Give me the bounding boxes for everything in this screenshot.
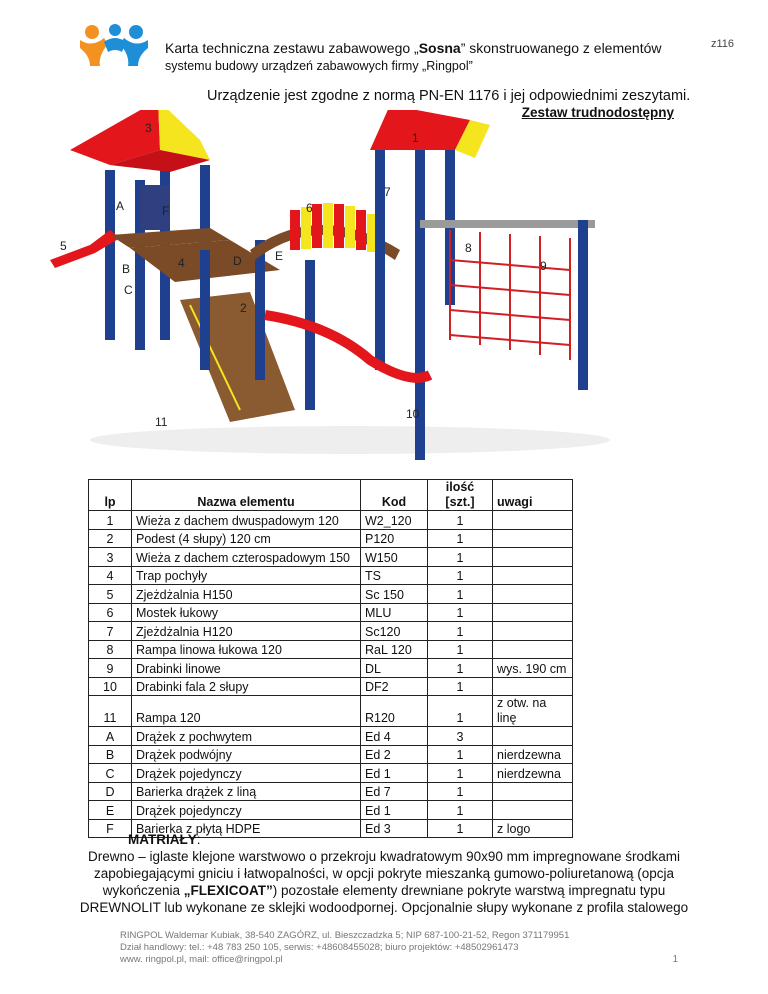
row-qty: 1 [428, 603, 493, 622]
row-name: Drabinki linowe [132, 659, 361, 678]
row-note: z otw. na linę [493, 696, 573, 727]
table-row [89, 622, 573, 641]
callout-3: 3 [145, 121, 152, 135]
row-kod: Sc 150 [361, 585, 428, 604]
row-qty: 1 [428, 801, 493, 820]
callout-A: A [116, 199, 125, 213]
row-kod: W2_120 [361, 511, 428, 530]
table-row [89, 603, 573, 622]
row-qty: 1 [428, 782, 493, 801]
row-kod: Ed 3 [361, 819, 428, 838]
callout-C: C [124, 283, 133, 297]
row-qty: 1 [428, 640, 493, 659]
company-footer [120, 930, 569, 966]
row-name: Wieża z dachem czterospadowym 150 [132, 548, 361, 567]
row-lp: 11 [89, 696, 132, 727]
row-note [493, 782, 573, 801]
row-note [493, 529, 573, 548]
row-lp: E [89, 801, 132, 820]
header-name: Nazwa elementu [132, 480, 361, 511]
row-note [493, 677, 573, 696]
table-row [89, 548, 573, 567]
callout-5: 5 [60, 239, 67, 253]
header-qty: ilość [szt.] [428, 480, 493, 511]
table-row [89, 659, 573, 678]
callout-10: 10 [406, 407, 420, 421]
row-lp: C [89, 764, 132, 783]
row-kod: Ed 1 [361, 801, 428, 820]
row-name: Drabinki fala 2 słupy [132, 677, 361, 696]
table-row [89, 782, 573, 801]
row-lp: 1 [89, 511, 132, 530]
row-qty: 1 [428, 659, 493, 678]
table-row [89, 745, 573, 764]
row-lp: D [89, 782, 132, 801]
row-lp: 7 [89, 622, 132, 641]
row-kod: Sc120 [361, 622, 428, 641]
row-lp: B [89, 745, 132, 764]
row-name: Barierka z płytą HDPE [132, 819, 361, 838]
product-name: Sosna [418, 40, 461, 56]
row-qty: 1 [428, 696, 493, 727]
row-name: Drążek pojedynczy [132, 801, 361, 820]
table-row [89, 727, 573, 746]
row-name: Zjeżdżalnia H150 [132, 585, 361, 604]
row-qty: 1 [428, 566, 493, 585]
row-kod: R120 [361, 696, 428, 727]
callout-9: 9 [540, 259, 547, 273]
row-note [493, 566, 573, 585]
row-lp: 9 [89, 659, 132, 678]
table-row [89, 696, 573, 727]
row-note [493, 603, 573, 622]
row-name: Mostek łukowy [132, 603, 361, 622]
title-line-1: Karta techniczna zestawu zabawowego „Sosna” skonstruowanego z elementów [165, 40, 662, 56]
table-row [89, 529, 573, 548]
footer-address: RINGPOL Waldemar Kubiak, 38-540 ZAGÓRZ, ul. Bieszczadzka 5; NIP 687-100-21-52, Regon 371179951 [120, 930, 570, 941]
table-row [89, 677, 573, 696]
header-kod: Kod [361, 480, 428, 511]
materials-heading: MATRIAŁY: [128, 832, 201, 847]
row-lp: 3 [89, 548, 132, 567]
row-note [493, 622, 573, 641]
row-kod: MLU [361, 603, 428, 622]
product-code: z116 [710, 38, 734, 50]
page-number: 1 [672, 954, 678, 965]
callout-6: 6 [306, 201, 313, 215]
row-qty: 1 [428, 745, 493, 764]
row-qty: 1 [428, 677, 493, 696]
footer-phones: Dział handlowy: tel.: +48 783 250 105, serwis: +48608455028; biuro projektów: +48502961473 [120, 942, 519, 953]
row-name: Wieża z dachem dwuspadowym 120 [132, 511, 361, 530]
parts-table-body [89, 511, 573, 838]
row-qty: 1 [428, 548, 493, 567]
row-note [493, 585, 573, 604]
row-lp: A [89, 727, 132, 746]
row-note [493, 511, 573, 530]
row-name: Drążek podwójny [132, 745, 361, 764]
table-row [89, 764, 573, 783]
playground-illustration [50, 110, 650, 470]
callout-4: 4 [178, 256, 185, 270]
row-qty: 1 [428, 529, 493, 548]
callout-2: 2 [240, 301, 247, 315]
row-name: Drążek pojedynczy [132, 764, 361, 783]
row-name: Rampa 120 [132, 696, 361, 727]
row-note: z logo [493, 819, 573, 838]
row-name: Barierka drążek z liną [132, 782, 361, 801]
row-kod: P120 [361, 529, 428, 548]
callout-11: 11 [155, 415, 168, 429]
row-kod: Ed 2 [361, 745, 428, 764]
row-note: wys. 190 cm [493, 659, 573, 678]
row-kod: DL [361, 659, 428, 678]
callout-8: 8 [465, 241, 472, 255]
callout-B: B [122, 262, 131, 276]
row-qty: 3 [428, 727, 493, 746]
row-qty: 1 [428, 622, 493, 641]
table-row [89, 640, 573, 659]
norm-statement: Urządzenie jest zgodne z normą PN-EN 1176 i jej odpowiednimi zeszytami. [207, 88, 691, 104]
accessibility-label: Zestaw trudnodostępny [521, 105, 674, 120]
footer-contact: www. ringpol.pl, mail: office@ringpol.pl [120, 954, 283, 965]
row-lp: 2 [89, 529, 132, 548]
row-lp: 4 [89, 566, 132, 585]
callout-F: F [162, 204, 170, 218]
row-qty: 1 [428, 585, 493, 604]
row-lp: F [89, 819, 132, 838]
row-note [493, 640, 573, 659]
row-kod: RaL 120 [361, 640, 428, 659]
ringpol-logo [78, 22, 150, 68]
row-lp: 8 [89, 640, 132, 659]
row-kod: DF2 [361, 677, 428, 696]
materials-text: Drewno – iglaste klejone warstwowo o przekroju kwadratowym 90x90 mm impregnowane środkami zapobiegającymi gniciu i łatwopalności, w opcji pokryte mieszanką gumowo-poliuretanową (opcja wykończenia „FLEXICOAT”) pozostałe elementy drewniane pokryte warstwą impregnatu typu DREWNOLIT lub wykonane ze sklejki wodoodpornej. Opcjonalnie słupy wykonane z profila stalowego [79, 849, 689, 915]
title-line-2: systemu budowy urządzeń zabawowych firmy „Ringpol” [165, 59, 473, 73]
row-note [493, 727, 573, 746]
row-qty: 1 [428, 764, 493, 783]
row-name: Zjeżdżalnia H120 [132, 622, 361, 641]
row-name: Rampa linowa łukowa 120 [132, 640, 361, 659]
row-lp: 10 [89, 677, 132, 696]
row-name: Trap pochyły [132, 566, 361, 585]
table-row [89, 585, 573, 604]
row-name: Podest (4 słupy) 120 cm [132, 529, 361, 548]
row-kod: Ed 4 [361, 727, 428, 746]
row-note: nierdzewna [493, 745, 573, 764]
row-kod: TS [361, 566, 428, 585]
callout-D: D [233, 254, 242, 268]
row-lp: 6 [89, 603, 132, 622]
table-row [89, 511, 573, 530]
row-qty: 1 [428, 819, 493, 838]
table-row [89, 566, 573, 585]
row-note [493, 548, 573, 567]
table-row [89, 801, 573, 820]
header-lp: lp [89, 480, 132, 511]
callout-E: E [275, 249, 284, 263]
row-note [493, 801, 573, 820]
callout-7: 7 [384, 185, 391, 199]
row-name: Drążek z pochwytem [132, 727, 361, 746]
callout-1: 1 [412, 131, 419, 145]
row-kod: Ed 7 [361, 782, 428, 801]
row-kod: W150 [361, 548, 428, 567]
row-qty: 1 [428, 511, 493, 530]
table-header-row [89, 480, 573, 511]
parts-table [88, 479, 573, 838]
row-lp: 5 [89, 585, 132, 604]
row-kod: Ed 1 [361, 764, 428, 783]
header-note: uwagi [493, 480, 573, 511]
row-note: nierdzewna [493, 764, 573, 783]
